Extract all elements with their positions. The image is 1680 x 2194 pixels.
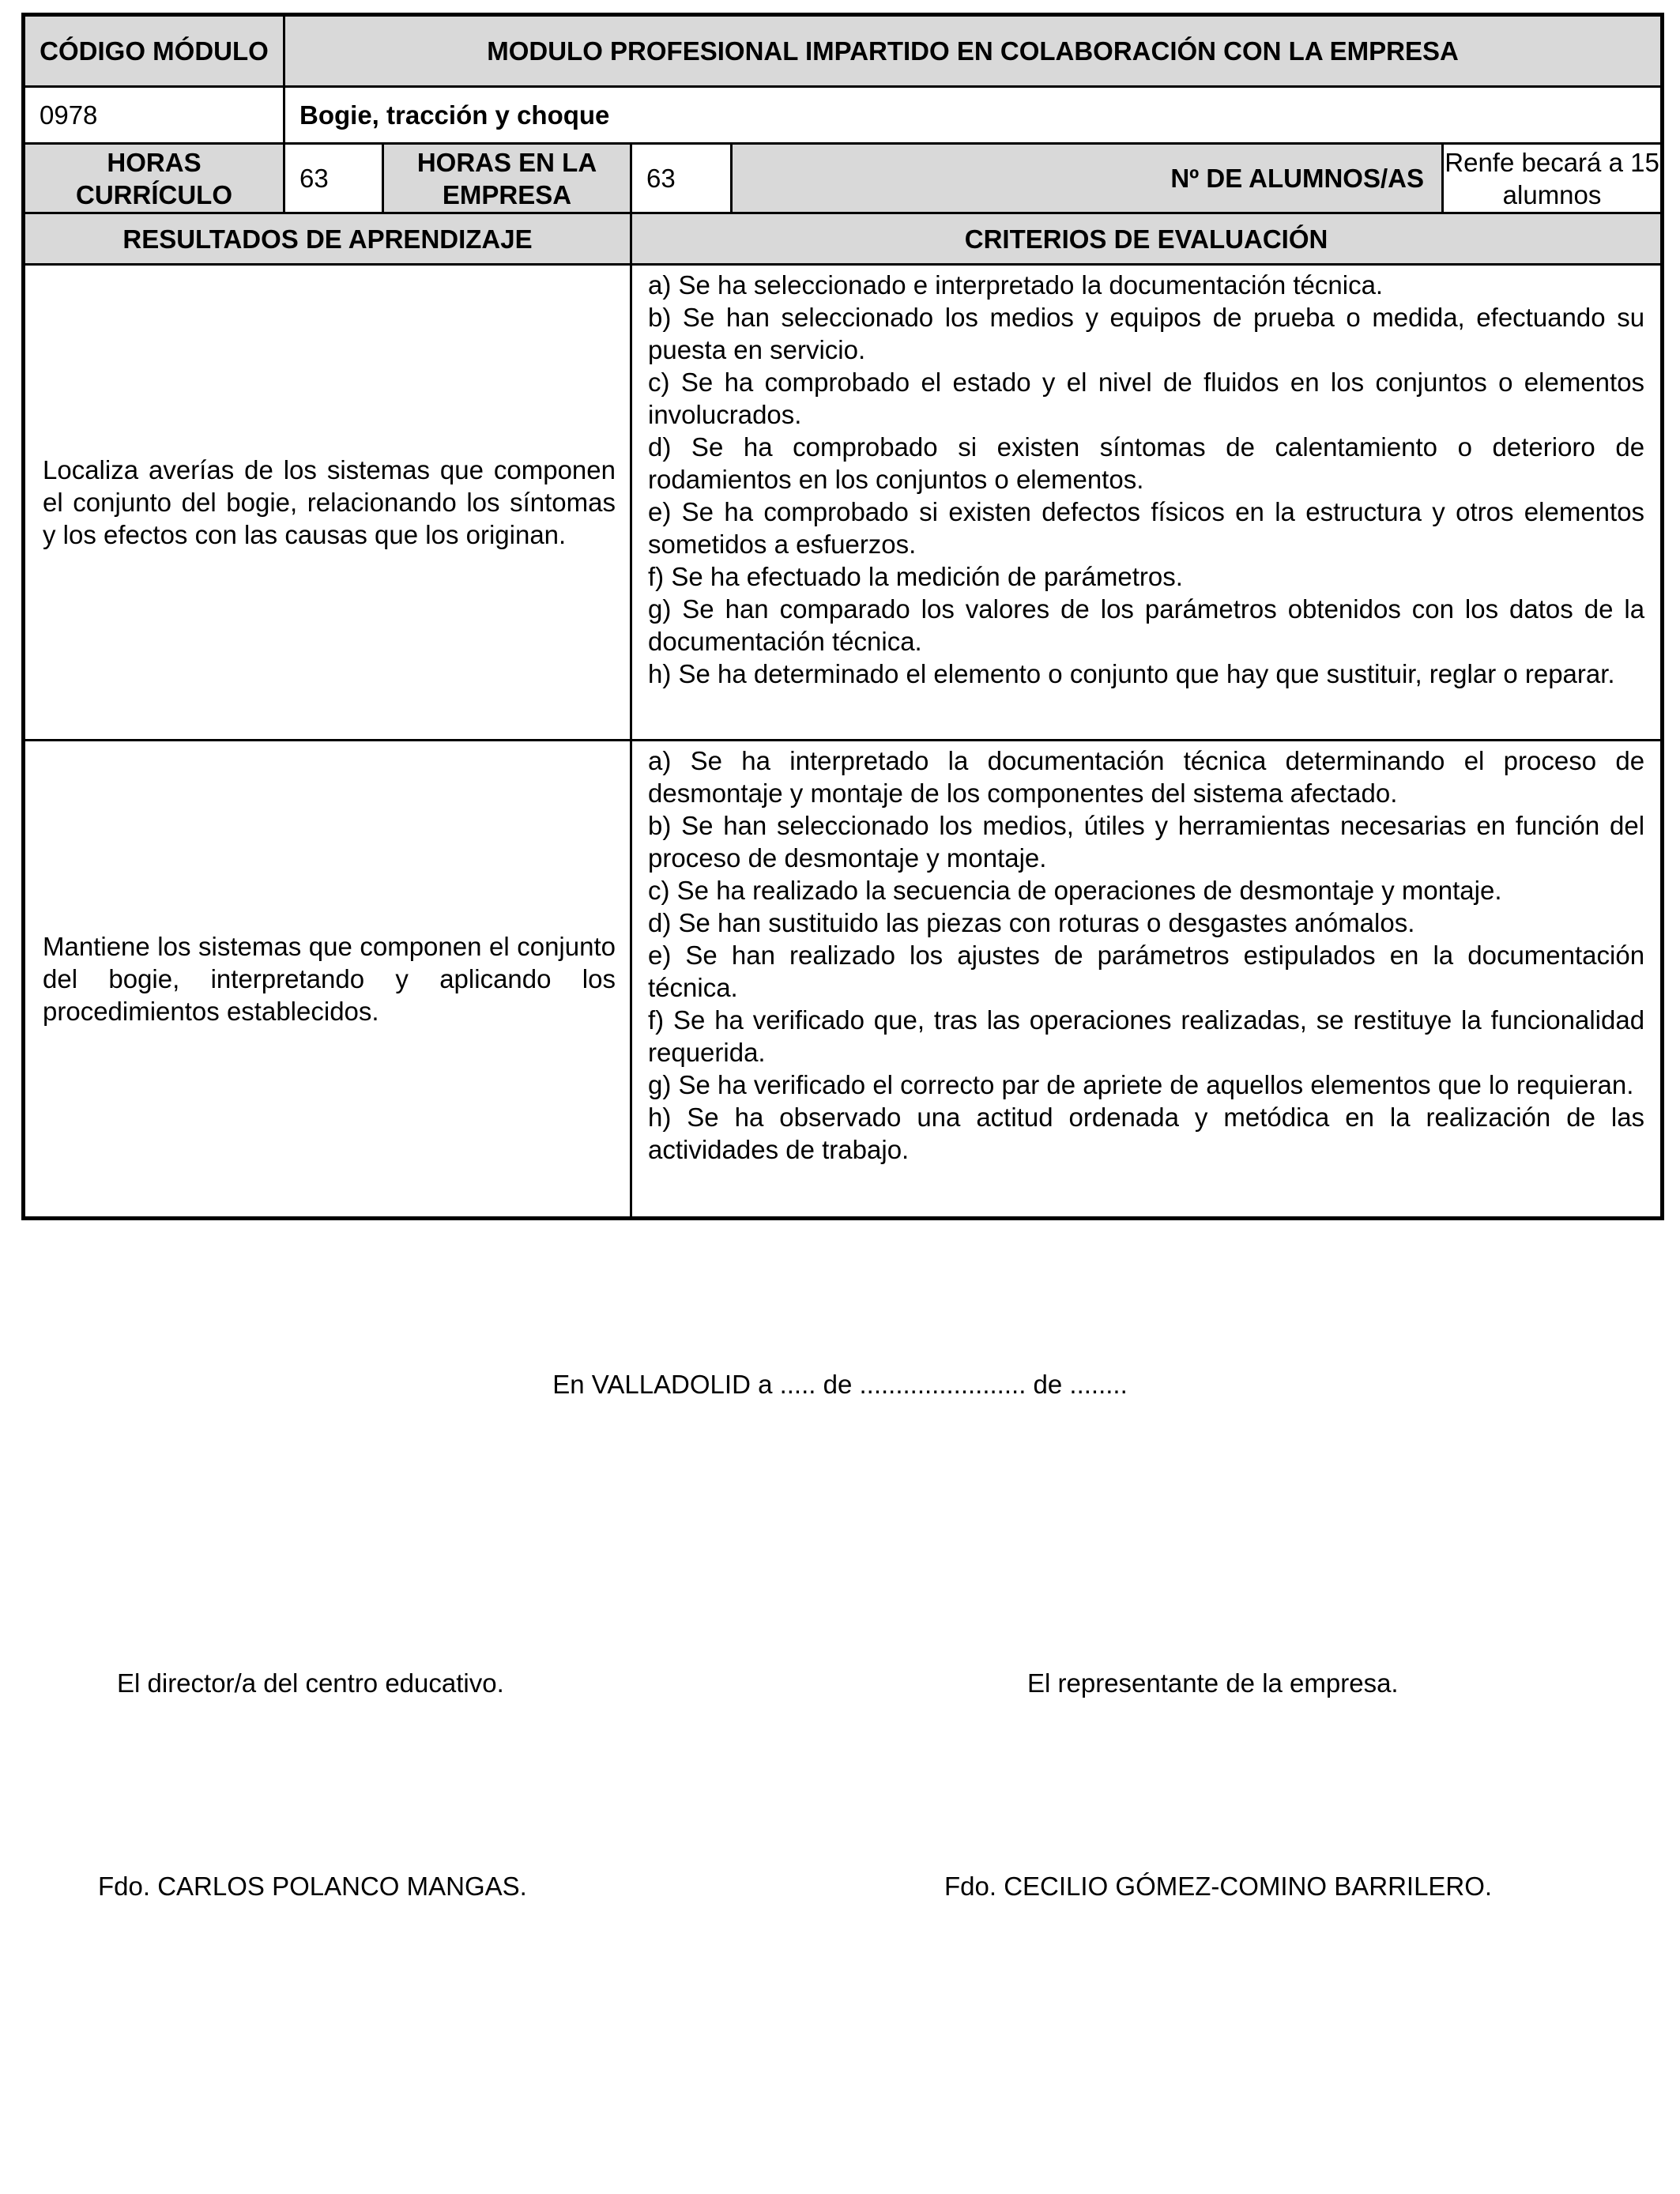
codigo-value: 0978 — [24, 87, 284, 144]
criterion-item: e) Se han realizado los ajustes de parámetros estipulados en la documentación técnica. — [648, 941, 1645, 1002]
modulo-name: Bogie, tracción y choque — [284, 87, 1663, 144]
criterion-item: g) Se ha verificado el correcto par de apriete de aquellos elementos que lo requieran. — [648, 1070, 1634, 1099]
criterion-item: a) Se ha seleccionado e interpretado la documentación técnica. — [648, 270, 1384, 300]
horas-empresa-label: HORAS EN LA EMPRESA — [383, 144, 631, 213]
criterion-item: d) Se ha comprobado si existen síntomas de calentamiento o deterioro de rodamientos en los conjuntos o elementos. — [648, 432, 1645, 494]
criterion-item: h) Se ha determinado el elemento o conjunto que hay que sustituir, reglar o reparar. — [648, 659, 1615, 688]
criterion-item: f) Se ha efectuado la medición de parámetros. — [648, 562, 1183, 591]
criterion-item: h) Se ha observado una actitud ordenada y metódica en la realización de las actividades de trabajo. — [648, 1103, 1645, 1164]
director-signature-line: Fdo. CARLOS POLANCO MANGAS. — [98, 1872, 527, 1901]
outcome-row — [24, 741, 1663, 1219]
criterion-item: d) Se han sustituido las piezas con roturas o desgastes anómalos. — [648, 908, 1415, 937]
place-date-line: En VALLADOLID a ..... de ....................... de ........ — [552, 1370, 1128, 1399]
alumnos-value: Renfe becará a 15 alumnos — [1443, 144, 1663, 213]
company-representative-caption: El representante de la empresa. — [1027, 1668, 1399, 1698]
criterion-item: c) Se ha comprobado el estado y el nivel de fluidos en los conjuntos o elementos involucrados. — [648, 368, 1645, 429]
criteria-list — [631, 741, 1663, 1219]
criterios-evaluacion-header: CRITERIOS DE EVALUACIÓN — [631, 213, 1663, 265]
criterion-item: f) Se ha verificado que, tras las operaciones realizadas, se restituye la funcionalidad requerida. — [648, 1005, 1645, 1067]
criterion-item: c) Se ha realizado la secuencia de operaciones de desmontaje y montaje. — [648, 876, 1502, 905]
company-signature-line: Fdo. CECILIO GÓMEZ-COMINO BARRILERO. — [944, 1872, 1493, 1901]
modulo-profesional-label: MODULO PROFESIONAL IMPARTIDO EN COLABORACIÓN CON LA EMPRESA — [284, 15, 1663, 87]
criteria-list — [631, 265, 1663, 741]
resultados-aprendizaje-header: RESULTADOS DE APRENDIZAJE — [24, 213, 631, 265]
criterion-item: b) Se han seleccionado los medios y equipos de prueba o medida, efectuando su puesta en servicio. — [648, 303, 1645, 364]
horas-curriculo-label: HORAS CURRÍCULO — [24, 144, 284, 213]
alumnos-label: Nº DE ALUMNOS/AS — [732, 144, 1443, 213]
module-table — [21, 13, 1664, 1220]
learning-outcome: Localiza averías de los sistemas que componen el conjunto del bogie, relacionando los síntomas y los efectos con las causas que los originan. — [24, 265, 631, 741]
codigo-modulo-label: CÓDIGO MÓDULO — [24, 15, 284, 87]
criterion-item: b) Se han seleccionado los medios, útiles y herramientas necesarias en función del proceso de desmontaje y montaje. — [648, 811, 1645, 873]
horas-empresa-value: 63 — [631, 144, 732, 213]
criterion-item: g) Se han comparado los valores de los parámetros obtenidos con los datos de la documentación técnica. — [648, 594, 1645, 656]
criterion-item: a) Se ha interpretado la documentación técnica determinando el proceso de desmontaje y montaje de los componentes del sistema afectado. — [648, 746, 1645, 808]
horas-curriculo-value: 63 — [284, 144, 383, 213]
learning-outcome: Mantiene los sistemas que componen el conjunto del bogie, interpretando y aplicando los procedimientos establecidos. — [24, 741, 631, 1219]
outcome-row — [24, 265, 1663, 741]
director-caption: El director/a del centro educativo. — [117, 1668, 504, 1698]
criterion-item: e) Se ha comprobado si existen defectos físicos en la estructura y otros elementos sometidos a esfuerzos. — [648, 497, 1645, 559]
